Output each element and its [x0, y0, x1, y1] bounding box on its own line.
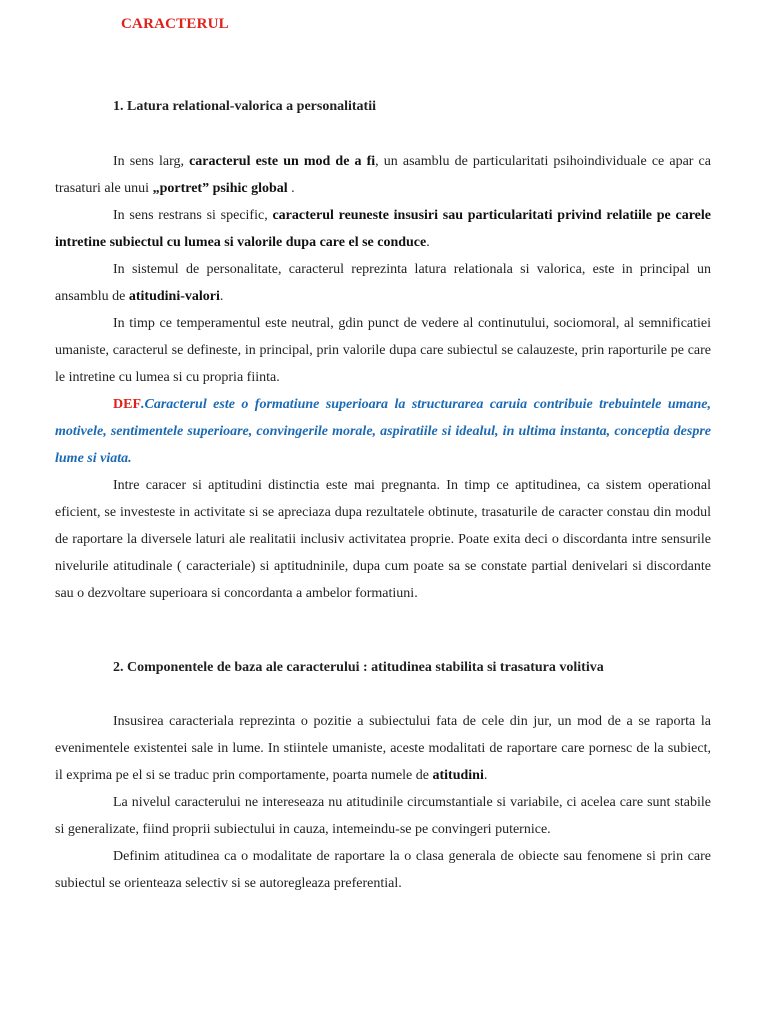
section-1-heading: 1. Latura relational-valorica a personalitatii: [113, 99, 376, 114]
paragraph: La nivelul caracterului ne intereseaza nu atitudinile circumstantiale si variabile, ci acelea care sunt stabile si generalizate, fiind proprii subiectului in cauza, intemeindu-se pe convingeri puternice.: [55, 795, 711, 837]
paragraph: In timp ce temperamentul este neutral, gdin punct de vedere al continutului, sociomoral, al semnificatiei umaniste, caracterul se defineste, in principal, prin valorile dupa care subiectul se calauzeste, prin raporturile pe care le intretine cu lumea si cu propria fiinta.: [55, 316, 711, 385]
text-run: In sens larg,: [113, 154, 190, 169]
text-run: .: [426, 235, 430, 250]
text-run: , un asamblu de particularitati psihoindividuale ce apar ca trasaturi ale unui: [55, 154, 711, 196]
bold-text: atitudini: [432, 768, 484, 783]
def-text: .Caracterul este o formatiune superioara la structurarea caruia contribuie trebuintele umane, motivele, sentimentele superioare, convingerile morale, aspiratiile si idealul, in ultima instanta, conceptia despre lume si viata.: [55, 397, 711, 466]
section-2-body: [55, 708, 711, 897]
bold-text: caracterul reuneste insusiri sau particularitati privind relatiile pe carele intretine subiectul cu lumea si valorile dupa care el se conduce: [55, 208, 711, 250]
text-run: In sens restrans si specific,: [113, 208, 273, 223]
def-label: DEF: [113, 397, 141, 412]
section-2-heading: 2. Componentele de baza ale caracterului : atitudinea stabilita si trasatura volitiva: [113, 660, 604, 675]
paragraph: Definim atitudinea ca o modalitate de raportare la o clasa generala de obiecte sau fenomene si prin care subiectul se orienteaza selectiv si se autoregleaza preferential.: [55, 849, 711, 891]
bold-text: atitudini-valori: [128, 289, 220, 304]
document-title: CARACTERUL: [121, 16, 229, 32]
text-run: In sistemul de personalitate, caracterul reprezinta latura relationala si valorica, este in principal un ansamblu de: [55, 262, 711, 304]
definition-paragraph: [55, 391, 711, 472]
bold-text: caracterul este un mod de a fi: [189, 154, 376, 169]
text-run: .: [219, 289, 224, 304]
paragraph: [55, 148, 711, 202]
paragraph: [55, 708, 711, 789]
text-run: .: [287, 181, 295, 196]
paragraph: [55, 256, 711, 310]
bold-text: „portret” psihic global: [152, 181, 288, 196]
section-1-body: [55, 148, 711, 607]
text-run: .: [483, 768, 488, 783]
paragraph: Intre caracer si aptitudini distinctia este mai pregnanta. In timp ce aptitudinea, ca sistem operational eficient, se investeste in activitate si se apreciaza dupa rezultatele obtinute, trasaturile de caracter constau din modul de raportare la diversele laturi ale realitatii inclusiv activitatea proprie. Poate exita deci o discordanta intre sensurile nivelurile atitudinale ( caracteriale) si aptitudninile, dupa cum poate sa se constate partial denivelari si discordante sau o dezvoltare superioara si concordanta a ambelor formatiuni.: [55, 478, 711, 601]
paragraph: [55, 202, 711, 256]
text-run: Insusirea caracteriala reprezinta o pozitie a subiectului fata de cele din jur, un mod de a se raporta la evenimentele existentei sale in lume. In stiintele umaniste, aceste modalitati de raportare care pornesc de la subiect, il exprima pe el si se traduc prin comportamente, poarta numele de: [55, 714, 711, 783]
